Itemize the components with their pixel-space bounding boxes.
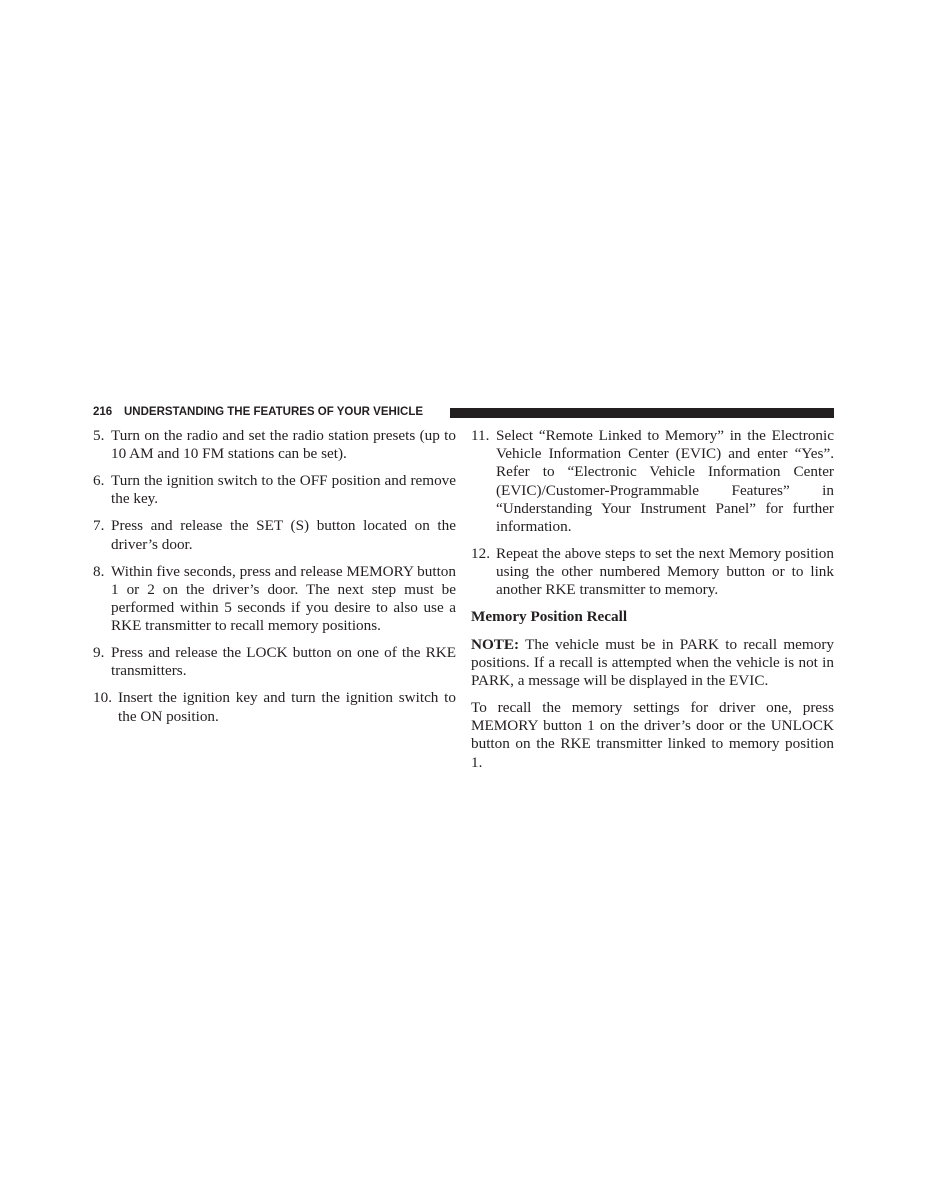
step-item — [93, 563, 456, 636]
step-item — [93, 427, 456, 463]
left-column — [93, 427, 456, 735]
step-item — [93, 472, 456, 508]
step-number: 10. — [93, 689, 112, 707]
step-text: Press and release the LOCK button on one of the RKE transmitters. — [111, 644, 456, 680]
step-text: Turn the ignition switch to the OFF position and remove the key. — [111, 472, 456, 508]
header-rule-bar — [450, 408, 834, 418]
step-number: 8. — [93, 562, 105, 580]
step-number: 9. — [93, 644, 105, 662]
note-text: The vehicle must be in PARK to recall memory positions. If a recall is attempted when the vehicle is not in PARK, a message will be displayed in the EVIC. — [471, 635, 834, 690]
step-text: Repeat the above steps to set the next Memory position using the other numbered Memory button or to link another RKE transmitter to memory. — [496, 545, 834, 599]
step-number: 12. — [471, 545, 490, 563]
step-item — [471, 545, 834, 600]
step-text: Select “Remote Linked to Memory” in the Electronic Vehicle Information Center (EVIC) and enter “Yes”. Refer to “Electronic Vehicle Information Center (EVIC)/Customer-Programmable Features” in “Understanding Your Instrument Panel” for further information. — [496, 427, 834, 536]
step-text: Turn on the radio and set the radio station presets (up to 10 AM and 10 FM stations can be set). — [111, 427, 456, 463]
step-item — [471, 427, 834, 536]
step-number: 6. — [93, 472, 105, 490]
step-item — [93, 644, 456, 680]
step-text: Within five seconds, press and release MEMORY button 1 or 2 on the driver’s door. The next step must be performed within 5 seconds if you desire to also use a RKE transmitter to recall memory positions. — [111, 562, 456, 635]
step-item — [93, 517, 456, 553]
page-number: 216 — [93, 406, 113, 418]
step-number: 5. — [93, 427, 105, 444]
step-number: 7. — [93, 517, 105, 535]
right-column — [471, 427, 834, 781]
step-text: Insert the ignition key and turn the ignition switch to the ON position. — [118, 689, 456, 725]
page-header — [93, 405, 834, 420]
step-number: 11. — [471, 427, 490, 444]
note-label: NOTE: — [471, 635, 520, 653]
note-paragraph — [471, 636, 834, 691]
section-title: UNDERSTANDING THE FEATURES OF YOUR VEHICLE — [124, 406, 424, 418]
memory-recall-heading: Memory Position Recall — [471, 608, 628, 626]
step-text: Press and release the SET (S) button located on the driver’s door. — [111, 517, 456, 553]
step-item — [93, 689, 456, 725]
recall-paragraph: To recall the memory settings for driver one, press MEMORY button 1 on the driver’s door or the UNLOCK button on the RKE transmitter linked to memory position 1. — [471, 699, 834, 771]
